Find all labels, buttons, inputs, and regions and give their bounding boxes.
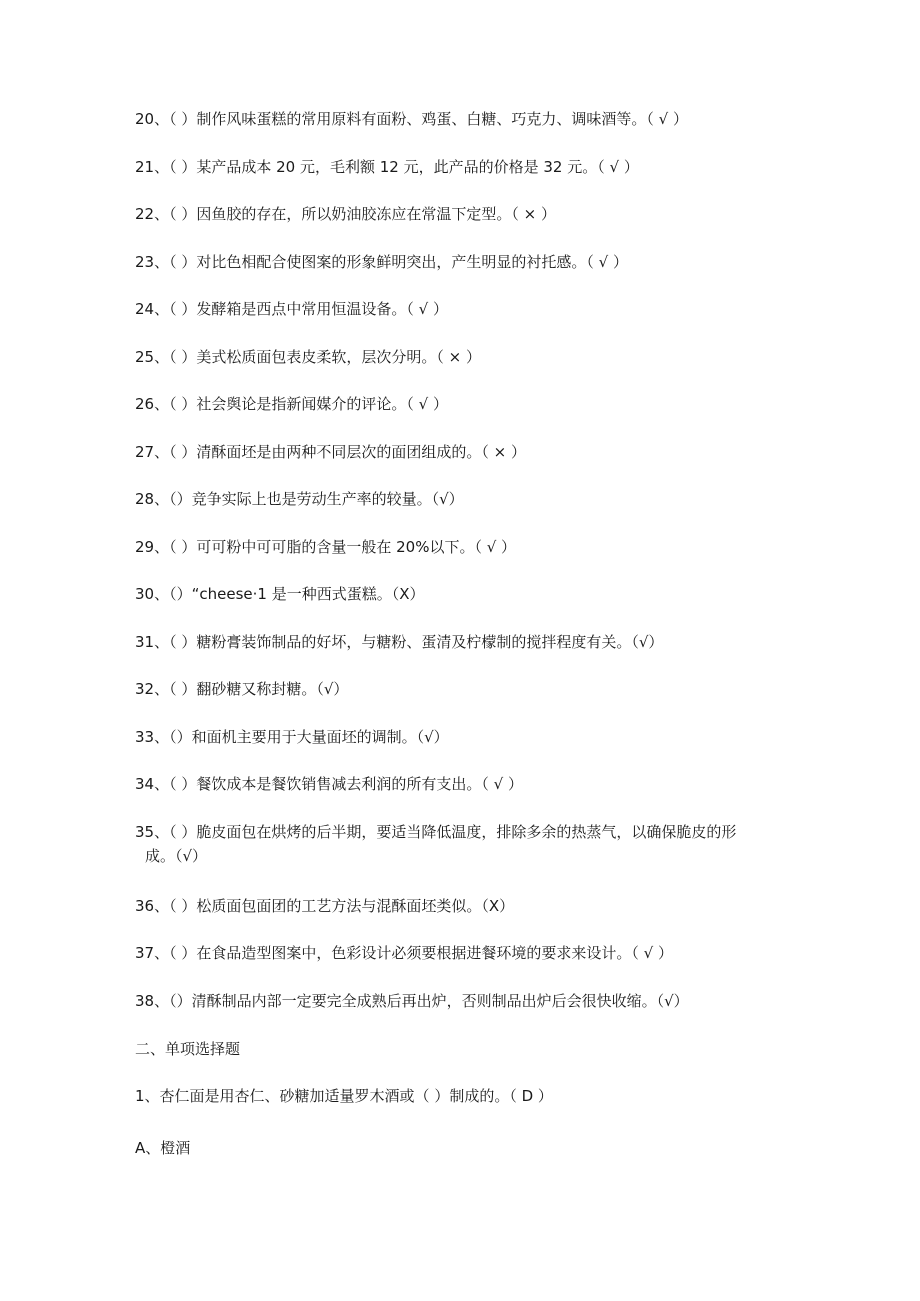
question-31: 31、（ ）糖粉膏装饰制品的好坏，与糖粉、蛋清及柠檬制的搅拌程度有关。（√）: [135, 633, 664, 651]
question-25: 25、（ ）美式松质面包表皮柔软，层次分明。（ × ）: [135, 348, 481, 366]
question-34: 34、（ ）餐饮成本是餐饮销售减去利润的所有支出。（ √ ）: [135, 775, 523, 793]
question-35-line-2: 成。（√）: [145, 847, 208, 865]
question-21: 21、（ ）某产品成本 20 元，毛利额 12 元，此产品的价格是 32 元。（ √ ）: [135, 158, 639, 176]
question-26: 26、（ ）社会舆论是指新闻媒介的评论。（ √ ）: [135, 395, 448, 413]
question-28: 28、（）竞争实际上也是劳动生产率的较量。（√）: [135, 490, 464, 508]
question-38: 38、（）清酥制品内部一定要完全成熟后再出炉，否则制品出炉后会很快收缩。（√）: [135, 992, 689, 1010]
question-32: 32、（ ）翻砂糖又称封糖。（√）: [135, 680, 349, 698]
question-20: 20、（ ）制作风味蛋糕的常用原料有面粉、鸡蛋、白糖、巧克力、调味酒等。（ √ ）: [135, 110, 688, 128]
mc-option-a: A、橙酒: [135, 1139, 191, 1157]
question-24: 24、（ ）发酵箱是西点中常用恒温设备。（ √ ）: [135, 300, 448, 318]
question-35-line-1: 35、（ ）脆皮面包在烘烤的后半期，要适当降低温度，排除多余的热蒸气，以确保脆皮的形: [135, 823, 737, 841]
question-29: 29、（ ）可可粉中可可脂的含量一般在 20%以下。（ √ ）: [135, 538, 517, 556]
question-37: 37、（ ）在食品造型图案中，色彩设计必须要根据进餐环境的要求来设计。（ √ ）: [135, 944, 673, 962]
question-33: 33、（）和面机主要用于大量面坯的调制。（√）: [135, 728, 449, 746]
section-title: 二、单项选择题: [135, 1040, 241, 1058]
question-22: 22、（ ）因鱼胶的存在，所以奶油胶冻应在常温下定型。（ × ）: [135, 205, 556, 223]
question-30: 30、（）“cheese·1 是一种西式蛋糕。（X）: [135, 585, 425, 603]
mc-question-1: 1、杏仁面是用杏仁、砂糖加适量罗木酒或（ ）制成的。（ D ）: [135, 1087, 553, 1105]
question-23: 23、（ ）对比色相配合使图案的形象鲜明突出，产生明显的衬托感。（ √ ）: [135, 253, 628, 271]
question-27: 27、（ ）清酥面坯是由两种不同层次的面团组成的。（ × ）: [135, 443, 526, 461]
question-35: [135, 820, 775, 868]
question-36: 36、（ ）松质面包面团的工艺方法与混酥面坯类似。（X）: [135, 897, 515, 915]
